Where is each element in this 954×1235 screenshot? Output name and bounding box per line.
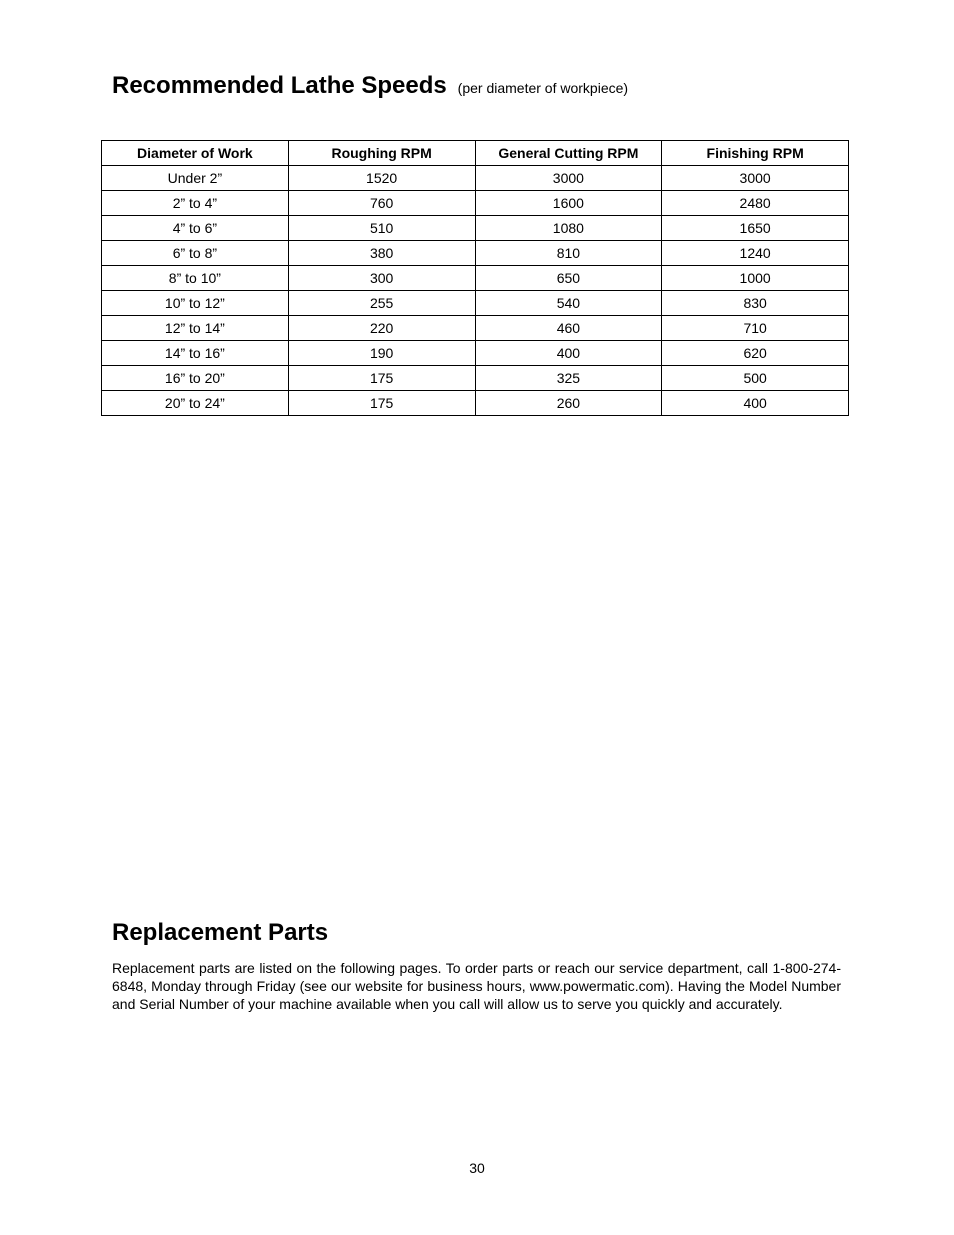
cell-finishing-rpm: 400	[662, 391, 849, 416]
cell-general-cutting-rpm: 260	[475, 391, 662, 416]
cell-diameter: 8” to 10”	[102, 266, 289, 291]
lathe-speeds-heading	[112, 64, 628, 101]
cell-diameter: 10” to 12”	[102, 291, 289, 316]
table-row	[102, 166, 849, 191]
cell-diameter: 4” to 6”	[102, 216, 289, 241]
cell-diameter: 12” to 14”	[102, 316, 289, 341]
cell-roughing-rpm: 510	[288, 216, 475, 241]
page-number: 30	[469, 1160, 485, 1176]
cell-diameter: 14” to 16”	[102, 341, 289, 366]
cell-finishing-rpm: 3000	[662, 166, 849, 191]
table-row	[102, 366, 849, 391]
cell-roughing-rpm: 300	[288, 266, 475, 291]
cell-general-cutting-rpm: 650	[475, 266, 662, 291]
table-row	[102, 266, 849, 291]
cell-finishing-rpm: 500	[662, 366, 849, 391]
cell-roughing-rpm: 760	[288, 191, 475, 216]
cell-general-cutting-rpm: 810	[475, 241, 662, 266]
lathe-speeds-subtitle: (per diameter of workpiece)	[457, 80, 629, 96]
header-general-cutting-rpm: General Cutting RPM	[475, 141, 662, 166]
cell-diameter: 20” to 24”	[102, 391, 289, 416]
table-row	[102, 341, 849, 366]
lathe-speeds-title: Recommended Lathe Speeds	[112, 72, 447, 99]
cell-roughing-rpm: 175	[288, 366, 475, 391]
cell-finishing-rpm: 1650	[662, 216, 849, 241]
header-finishing-rpm: Finishing RPM	[662, 141, 849, 166]
replacement-parts-heading: Replacement Parts	[112, 919, 329, 946]
cell-diameter: Under 2”	[102, 166, 289, 191]
cell-roughing-rpm: 190	[288, 341, 475, 366]
header-diameter: Diameter of Work	[102, 141, 289, 166]
cell-general-cutting-rpm: 325	[475, 366, 662, 391]
cell-finishing-rpm: 2480	[662, 191, 849, 216]
cell-diameter: 16” to 20”	[102, 366, 289, 391]
cell-roughing-rpm: 380	[288, 241, 475, 266]
table-row	[102, 241, 849, 266]
cell-diameter: 2” to 4”	[102, 191, 289, 216]
table-row	[102, 191, 849, 216]
cell-finishing-rpm: 620	[662, 341, 849, 366]
cell-roughing-rpm: 1520	[288, 166, 475, 191]
cell-general-cutting-rpm: 1080	[475, 216, 662, 241]
cell-finishing-rpm: 710	[662, 316, 849, 341]
cell-finishing-rpm: 830	[662, 291, 849, 316]
table-row	[102, 291, 849, 316]
cell-general-cutting-rpm: 3000	[475, 166, 662, 191]
cell-diameter: 6” to 8”	[102, 241, 289, 266]
cell-roughing-rpm: 255	[288, 291, 475, 316]
replacement-parts-paragraph: Replacement parts are listed on the following pages. To order parts or reach our service department, call 1-800-274-6848, Monday through Friday (see our website for business hours, www.powermatic.com). Having the Model Number and Serial Number of your machine available when you call will allow us to serve you quickly and accurately.	[112, 960, 841, 1012]
cell-roughing-rpm: 220	[288, 316, 475, 341]
cell-finishing-rpm: 1240	[662, 241, 849, 266]
cell-general-cutting-rpm: 400	[475, 341, 662, 366]
table-row	[102, 316, 849, 341]
cell-general-cutting-rpm: 1600	[475, 191, 662, 216]
cell-general-cutting-rpm: 460	[475, 316, 662, 341]
table-row	[102, 216, 849, 241]
header-roughing-rpm: Roughing RPM	[288, 141, 475, 166]
cell-finishing-rpm: 1000	[662, 266, 849, 291]
cell-general-cutting-rpm: 540	[475, 291, 662, 316]
table-header-row	[102, 141, 849, 166]
cell-roughing-rpm: 175	[288, 391, 475, 416]
lathe-speeds-table	[101, 140, 849, 416]
table-row	[102, 391, 849, 416]
